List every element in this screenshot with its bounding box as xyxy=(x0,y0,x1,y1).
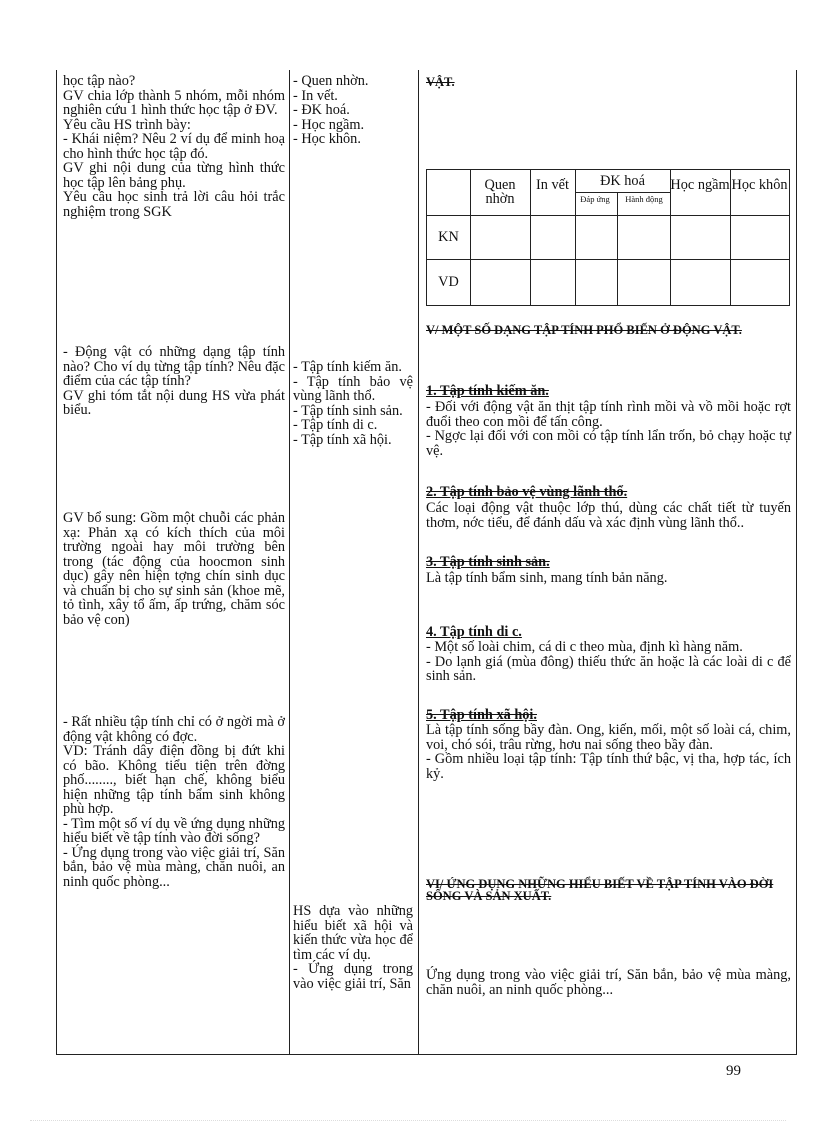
item-3-text: Là tập tính bẩm sinh, mang tính bản năng. xyxy=(426,570,668,586)
student-activity-column xyxy=(290,70,419,1054)
subheader-dap-ung: Đáp ứng xyxy=(580,194,610,204)
top-heading: VẬT. xyxy=(426,75,455,89)
item-5-text: Là tập tính sống bầy đàn. Ong, kiến, mối, một số loài cá, chim, voi, chó sói, trâu rừng, hơu nai sống theo bầy đàn. - Gồm nhiều loại tập tính: Tập tính thứ bậc, vị tha, hợp tác, ích kỷ. xyxy=(426,722,791,782)
item-4-title: 4. Tập tính di c. xyxy=(426,624,522,640)
header-quen-nhon: Quen nhờn xyxy=(484,177,516,207)
student-block-1: - Quen nhờn. - In vết. - ĐK hoá. - Học ngầm. - Học khôn. xyxy=(293,73,369,147)
item-2-title: 2. Tập tính bảo vệ vùng lãnh thổ. xyxy=(426,484,628,500)
section-6-title: VI/ ỨNG DỤNG NHỮNG HIỂU BIẾT VỀ TẬP TÍNH VÀO ĐỜI SỐNG VÀ SẢN XUẤT. xyxy=(426,877,774,903)
item-4-text: - Một số loài chim, cá di c theo mùa, định kì hàng năm. - Do lạnh giá (mùa đông) thiếu thức ăn hoặc là các loài di c để sinh sản. xyxy=(426,639,791,684)
item-5-title: 5. Tập tính xã hội. xyxy=(426,707,537,723)
header-dk-hoa: ĐK hoá xyxy=(600,173,645,189)
learning-forms-table xyxy=(426,169,790,306)
content-column xyxy=(419,70,795,1054)
student-block-3: HS dựa vào những hiểu biết xã hội và kiến thức vừa học để tìm các ví dụ. - Ứng dụng trong vào việc giải trí, Săn xyxy=(293,903,413,992)
teacher-block-3: GV bổ sung: Gồm một chuỗi các phản xạ: Phản xạ có kích thích của môi trường ngoài hay môi trường bên trong (tác động của hoocmon sinh dục) gây nên hiện tợng chín sinh dục và chuẩn bị cho sự sinh sản (khoe mẽ, tỏ tình, xây tổ ấm, ấp trứng, chăm sóc bảo vệ con) xyxy=(63,510,285,628)
section-6-text: Ứng dụng trong vào việc giải trí, Săn bắn, bảo vệ mùa màng, chăn nuôi, an ninh quốc phòng... xyxy=(426,967,791,998)
header-hoc-ngam: Học ngầm xyxy=(670,177,730,193)
teacher-block-1: học tập nào? GV chia lớp thành 5 nhóm, mỗi nhóm nghiên cứu 1 hình thức học tập ở ĐV. Yêu cầu HS trình bày: - Khái niệm? Nêu 2 ví dụ để minh hoạ cho hình thức học tập đó. GV ghi nội dung của từng hình thức học tập lên bảng phụ. Yêu cầu học sinh trả lời câu hỏi trắc nghiệm trong SGK xyxy=(63,73,285,220)
subheader-hanh-dong: Hành động xyxy=(625,194,663,204)
row-label-vd: VD xyxy=(438,274,459,290)
row-label-kn: KN xyxy=(438,229,459,245)
item-1-text: - Đối với động vật ăn thịt tập tính rình mồi và vồ mồi hoặc rợt đuổi theo con mồi để tấn công. - Ngợc lại đối với con mồi có tập tính lẩn trốn, bỏ chạy hoặc tự vệ. xyxy=(426,399,791,459)
teacher-activity-column xyxy=(56,70,290,1054)
item-3-title: 3. Tập tính sinh sản. xyxy=(426,554,550,570)
teacher-block-4: - Rất nhiều tập tính chỉ có ở ngời mà ở động vật không có đợc. VD: Tránh dây điện đồng bị đứt khi có bão. Không tiểu tiện trên đờng phố........, biết hạn chế, không biểu hiện những tập tính bẩm sinh không phù hợp. - Tìm một số ví dụ về ứng dụng những hiểu biết về tập tính vào đời sống? - Ứng dụng trong vào việc giải trí, Săn bắn, bảo vệ mùa màng, chăn nuôi, an ninh quốc phòng... xyxy=(63,714,285,890)
item-2-text: Các loại động vật thuộc lớp thú, dùng các chất tiết từ tuyến thơm, nớc tiểu, để đánh dấu và xác định vùng lãnh thổ.. xyxy=(426,500,791,531)
footer-divider xyxy=(30,1120,786,1121)
student-block-2: - Tập tính kiếm ăn. - Tập tính bảo vệ vùng lãnh thổ. - Tập tính sinh sản. - Tập tính di c. - Tập tính xã hội. xyxy=(293,359,413,448)
teacher-block-2: - Động vật có những dạng tập tính nào? Cho ví dụ từng tập tính? Nêu đặc điểm của các tập tính? GV ghi tóm tắt nội dung HS vừa phát biểu. xyxy=(63,344,285,418)
item-1-title: 1. Tập tính kiếm ăn. xyxy=(426,383,549,399)
page-number: 99 xyxy=(726,1063,741,1079)
section-5-title: V/ MỘT SỐ DẠNG TẬP TÍNH PHỔ BIẾN Ở ĐỘNG VẬT. xyxy=(426,323,742,337)
header-in-vet: In vết xyxy=(536,177,569,193)
header-hoc-khon: Học khôn xyxy=(731,177,788,193)
